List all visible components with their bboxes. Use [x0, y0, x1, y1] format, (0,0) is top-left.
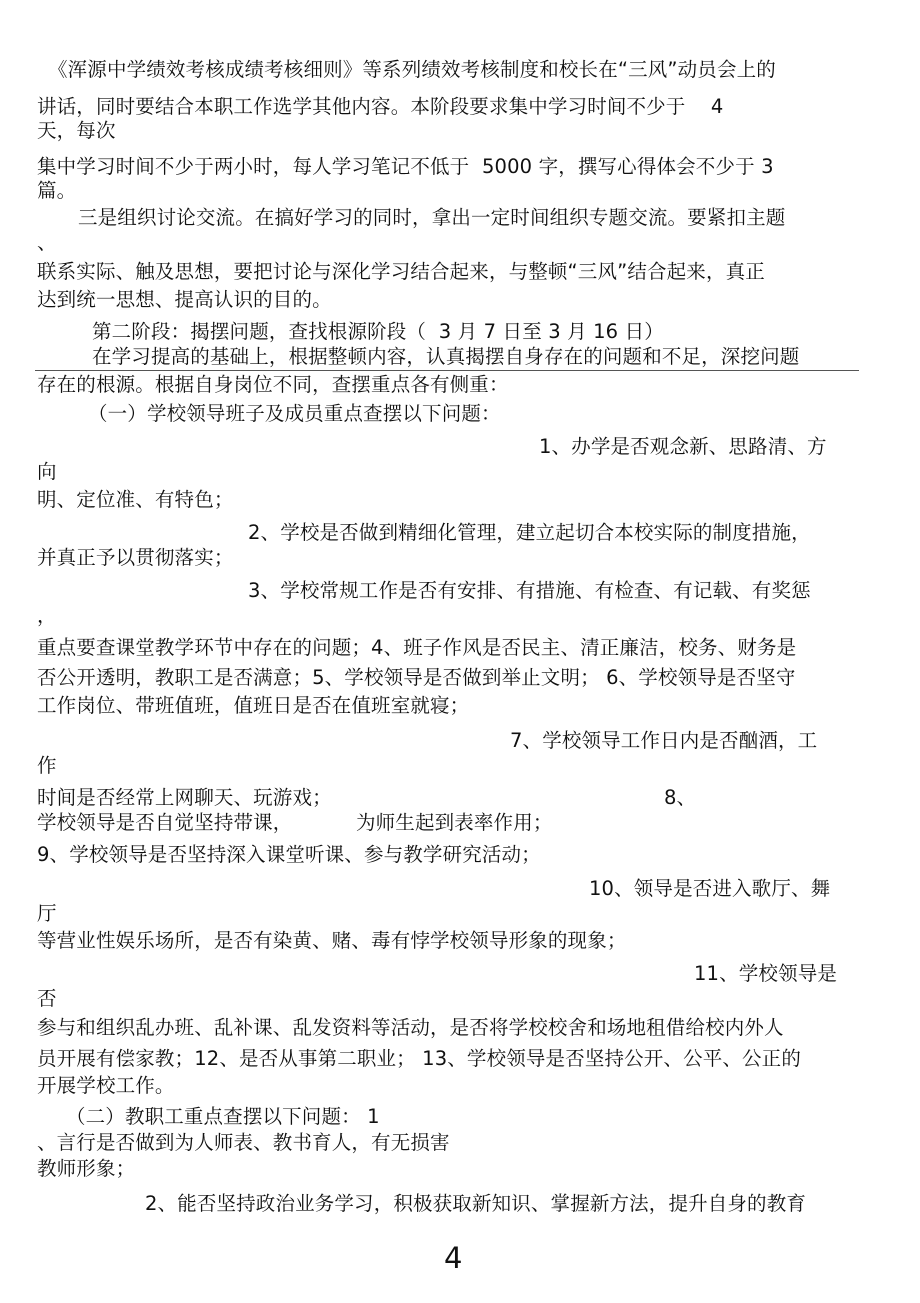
text-line: 厅 — [37, 902, 57, 925]
text-line: 《浑源中学绩效考核成绩考核细则》等系列绩效考核制度和校长在“三风”动员会上的 — [48, 58, 776, 81]
text-line: 天，每次 — [37, 119, 116, 142]
text-line: 存在的根源。根据自身岗位不同，查摆重点各有侧重： — [37, 373, 509, 396]
text-line: 向 — [37, 460, 57, 483]
text-line: 员开展有偿家教；12、是否从事第二职业； 13、学校领导是否坚持公开、公平、公正的 — [37, 1047, 801, 1070]
text-line: 为师生起到表率作用； — [356, 811, 553, 834]
underline-rule — [35, 370, 859, 371]
text-line: 教师形象； — [37, 1157, 136, 1180]
text-line: 工作岗位、带班值班，值班日是否在值班室就寝； — [37, 694, 470, 717]
text-line: 并真正予以贯彻落实； — [37, 546, 234, 569]
text-line: 10、领导是否进入歌厅、舞 — [589, 877, 831, 900]
text-line: 3、学校常规工作是否有安排、有措施、有检查、有记载、有奖惩 — [248, 579, 811, 602]
text-line: 参与和组织乱办班、乱补课、乱发资料等活动，是否将学校校舍和场地租借给校内外人 — [37, 1016, 784, 1039]
text-line: ， — [37, 604, 57, 627]
text-line: 1、办学是否观念新、思路清、方 — [539, 435, 827, 458]
text-line: 集中学习时间不少于两小时，每人学习笔记不低于 5000 字，撰写心得体会不少于 3 — [37, 155, 774, 178]
text-line: 三是组织讨论交流。在搞好学习的同时，拿出一定时间组织专题交流。要紧扣主题 — [78, 206, 786, 229]
section-heading: 第二阶段：揭摆问题，查找根源阶段（ 3 月 7 日至 3 月 16 日） — [92, 320, 664, 343]
text-line: 、 — [37, 231, 57, 254]
text-line: 作 — [37, 754, 57, 777]
text-line: 讲话，同时要结合本职工作选学其他内容。本阶段要求集中学习时间不少于 4 — [37, 95, 724, 118]
text-line: 否公开透明，教职工是否满意；5、学校领导是否做到举止文明； 6、学校领导是否坚守 — [37, 666, 796, 689]
text-line: 2、能否坚持政治业务学习，积极获取新知识、掌握新方法，提升自身的教育 — [145, 1192, 807, 1215]
text-line: 篇。 — [37, 179, 77, 202]
text-line: 在学习提高的基础上，根据整顿内容，认真揭摆自身存在的问题和不足，深挖问题 — [92, 345, 800, 368]
text-line: 、言行是否做到为人师表、教书育人，有无损害 — [37, 1131, 450, 1154]
text-line: 等营业性娱乐场所，是否有染黄、赌、毒有悖学校领导形象的现象； — [37, 929, 627, 952]
text-line: 联系实际、触及思想，要把讨论与深化学习结合起来，与整顿“三风”结合起来，真正 — [37, 260, 765, 283]
text-line: 8、 — [664, 786, 697, 809]
text-line: 2、学校是否做到精细化管理，建立起切合本校实际的制度措施， — [248, 521, 811, 544]
text-line: 达到统一思想、提高认识的目的。 — [37, 288, 332, 311]
text-line: 11、学校领导是 — [694, 962, 838, 985]
text-line: 明、定位准、有特色； — [37, 488, 234, 511]
text-line: 7、学校领导工作日内是否酗酒，工 — [510, 729, 818, 752]
text-line: 否 — [37, 987, 57, 1010]
text-line: 9、学校领导是否坚持深入课堂听课、参与教学研究活动； — [37, 843, 541, 866]
page-number: 4 — [444, 1241, 463, 1275]
text-line: 时间是否经常上网聊天、玩游戏； — [37, 786, 332, 809]
subsection-heading: （二）教职工重点查摆以下问题： 1 — [66, 1105, 380, 1128]
text-line: 开展学校工作。 — [37, 1074, 175, 1097]
text-line: 学校领导是否自觉坚持带课， — [37, 811, 293, 834]
subsection-heading: （一）学校领导班子及成员重点查摆以下问题： — [88, 402, 501, 425]
text-line: 重点要查课堂教学环节中存在的问题；4、班子作风是否民主、清正廉洁，校务、财务是 — [37, 636, 797, 659]
